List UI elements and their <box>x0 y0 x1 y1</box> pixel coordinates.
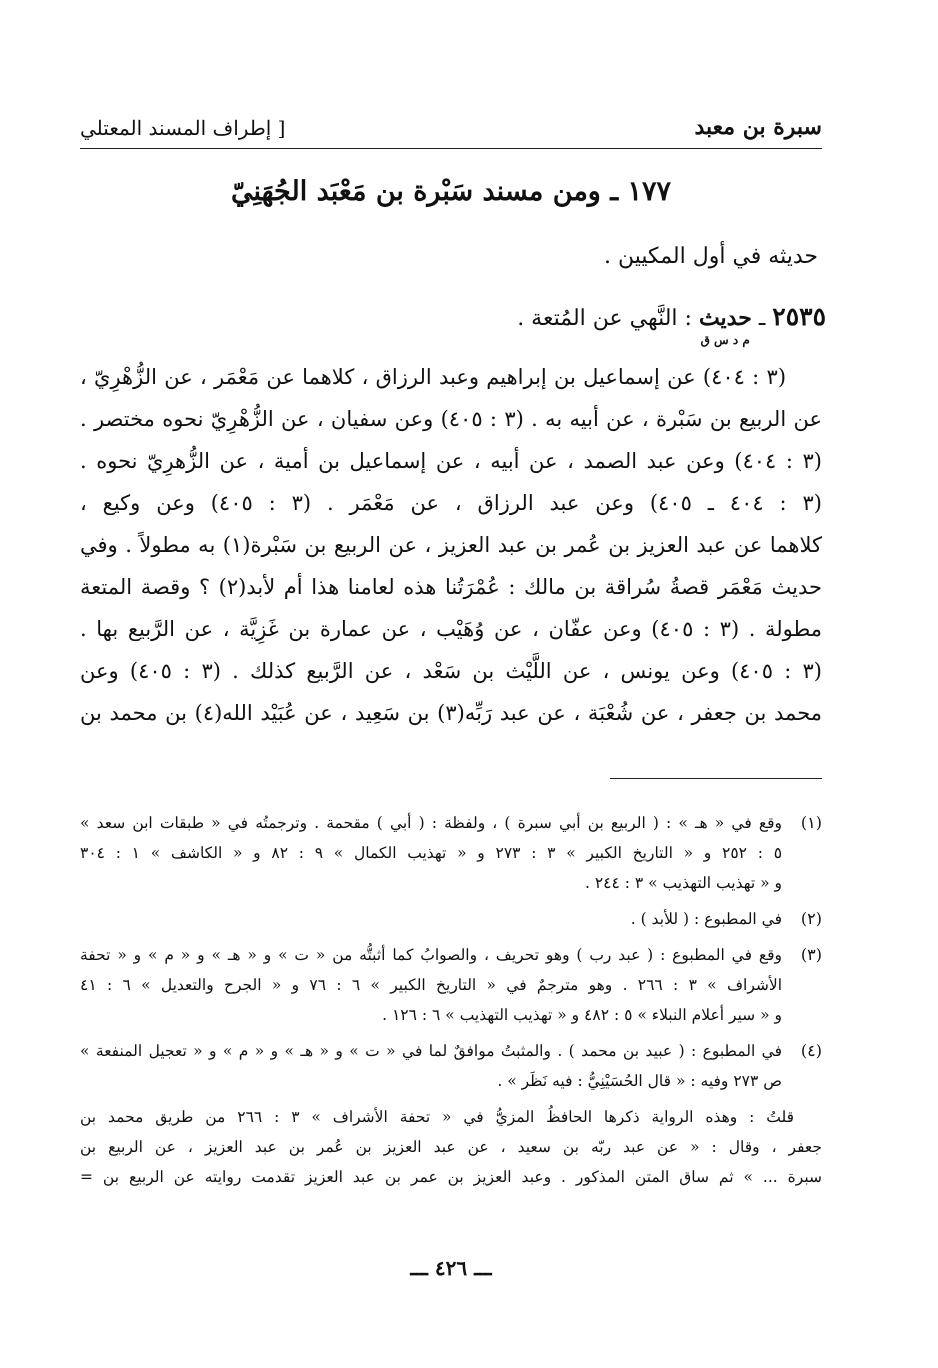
footnote-line: و « تهذيب التهذيب » ٣ : ٢٤٤ . <box>585 874 782 892</box>
footnote-line: وقع في « هـ » : ( الربيع بن أبي سبرة ) ، ولفظة : ( أبي ) مقحمة . وترجمتُه في « طبقات ابن سعد » <box>80 814 782 832</box>
hadith-sigla: م د س ق <box>700 333 750 347</box>
footnote-2 <box>80 904 822 934</box>
header-book-title: [ إطراف المسند المعتلي <box>80 116 286 140</box>
body-line: (٣ : ٤٠٤) وعن عبد الصمد ، عن أبيه ، عن إسماعيل بن أمية ، عن الزُّهرِيّ نحوه . <box>80 449 822 473</box>
body-line: (٣ : ٤٠٤) عن إسماعيل بن إبراهيم وعبد الرزاق ، كلاهما عن مَعْمَر ، عن الزُّهْرِيّ ، <box>80 365 787 389</box>
page-number: ـــ ٤٢٦ ـــ <box>410 1256 492 1280</box>
body-line: (٣ : ٤٠٥) وعن يونس ، عن اللَّيْث بن سَعْد ، عن الرَّبيع كذلك . (٣ : ٤٠٥) وعن <box>80 659 822 683</box>
body-line: محمد بن جعفر ، عن شُعْبَة ، عن عبد رَبِّه(٣) بن سَعِيد ، عن عُبَيْد الله(٤) بن محمد بن <box>80 701 822 725</box>
footnote-3 <box>80 940 822 1030</box>
hadith-dash: ـ <box>758 306 766 331</box>
note-line: جعفر ، وقال : « عن عبد ربّه بن سعيد ، عن عبد العزيز بن عُمر بن عبد العزيز ، عن الربيع بن <box>80 1138 822 1156</box>
running-header <box>80 108 822 149</box>
note-line: قلتُ : وهذه الرواية ذكرها الحافظُ المزيُّ في « تحفة الأشراف » ٣ : ٢٦٦ من طريق محمد بن <box>80 1108 794 1126</box>
footnote-number: (٣) <box>800 945 822 964</box>
body-line: عن الربيع بن سَبْرة ، عن أبيه به . (٣ : ٤٠٥) وعن سفيان ، عن الزُّهْرِيّ نحوه مختصر . <box>80 407 822 431</box>
footnote-line: ص ٢٧٣ وفيه : « قال الحُسَيْنِيُّ : فيه نَظَر » . <box>497 1072 782 1090</box>
intro-line: حديثه في أول المكيين . <box>604 244 818 269</box>
hadith-heading <box>517 302 826 347</box>
footnote-line: في المطبوع : ( للأبد ) . <box>630 910 782 928</box>
hadith-number: ٢٥٣٥ <box>772 302 826 331</box>
body-line: كلاهما عن عبد العزيز بن عُمر بن عبد العزيز ، عن الربيع بن سَبْرة(١) به مطولاً . وفي <box>80 533 822 557</box>
footnote-4 <box>80 1036 822 1096</box>
footnote-line: الأشراف » ٣ : ٢٦٦ . وهو مترجمٌ في « التاريخ الكبير » ٦ : ٧٦ و « الجرح والتعديل » ٦ : ٤١ <box>80 976 782 994</box>
hadith-label-text: حديث <box>698 305 752 331</box>
header-section-name: سبرة بن معبد <box>694 114 822 140</box>
footnote-number: (٤) <box>800 1041 822 1060</box>
note-line: سبرة ... » ثم ساق المتن المذكور . وعبد العزيز بن عمر بن عبد العزيز تقدمت روايته عن الربيع بن = <box>80 1168 822 1186</box>
hadith-label <box>698 305 752 347</box>
footnotes <box>80 808 822 1192</box>
body-line: (٣ : ٤٠٤ ـ ٤٠٥) وعن عبد الرزاق ، عن مَعْمَر . (٣ : ٤٠٥) وعن وكيع ، <box>80 491 822 515</box>
hadith-subject: : النَّهي عن المُتعة . <box>517 306 692 331</box>
footnote-number: (٢) <box>800 909 822 928</box>
footnote-line: في المطبوع : ( عبيد بن محمد ) . والمثبتُ موافقٌ لما في « ت » و « هـ » و « م » و « تعجيل المنفعة » <box>80 1042 782 1060</box>
footnote-line: ٥ : ٢٥٢ و « التاريخ الكبير » ٣ : ٢٧٣ و « تهذيب الكمال » ٩ : ٨٢ و « الكاشف » ١ : ٣٠٤ <box>80 844 782 862</box>
footnote-line: وقع في المطبوع : ( عبد رب ) وهو تحريف ، والصوابُ كما أثبتُّه من « ت » و « هـ » و « م » و « تحفة <box>80 946 782 964</box>
hadith-body <box>80 356 822 734</box>
footnote-1 <box>80 808 822 898</box>
section-title: ١٧٧ ـ ومن مسند سَبْرة بن مَعْبَد الجُهَنِيّ <box>230 176 672 207</box>
footnote-line: و « سير أعلام النبلاء » ٥ : ٤٨٢ و « تهذيب التهذيب » ٦ : ١٢٦ . <box>382 1006 782 1024</box>
body-line: حديث مَعْمَر قصةُ سُراقة بن مالك : عُمْرَتُنا هذه لعامنا هذا أم لأبد(٢) ؟ وقصة المتعة <box>80 575 822 599</box>
editor-note <box>80 1102 822 1192</box>
footnote-number: (١) <box>800 813 822 832</box>
footnote-separator <box>610 778 822 779</box>
body-line: مطولة . (٣ : ٤٠٥) وعن عفّان ، عن وُهَيْب ، عن عمارة بن غَزِيَّة ، عن الرَّبيع بها . <box>80 617 822 641</box>
